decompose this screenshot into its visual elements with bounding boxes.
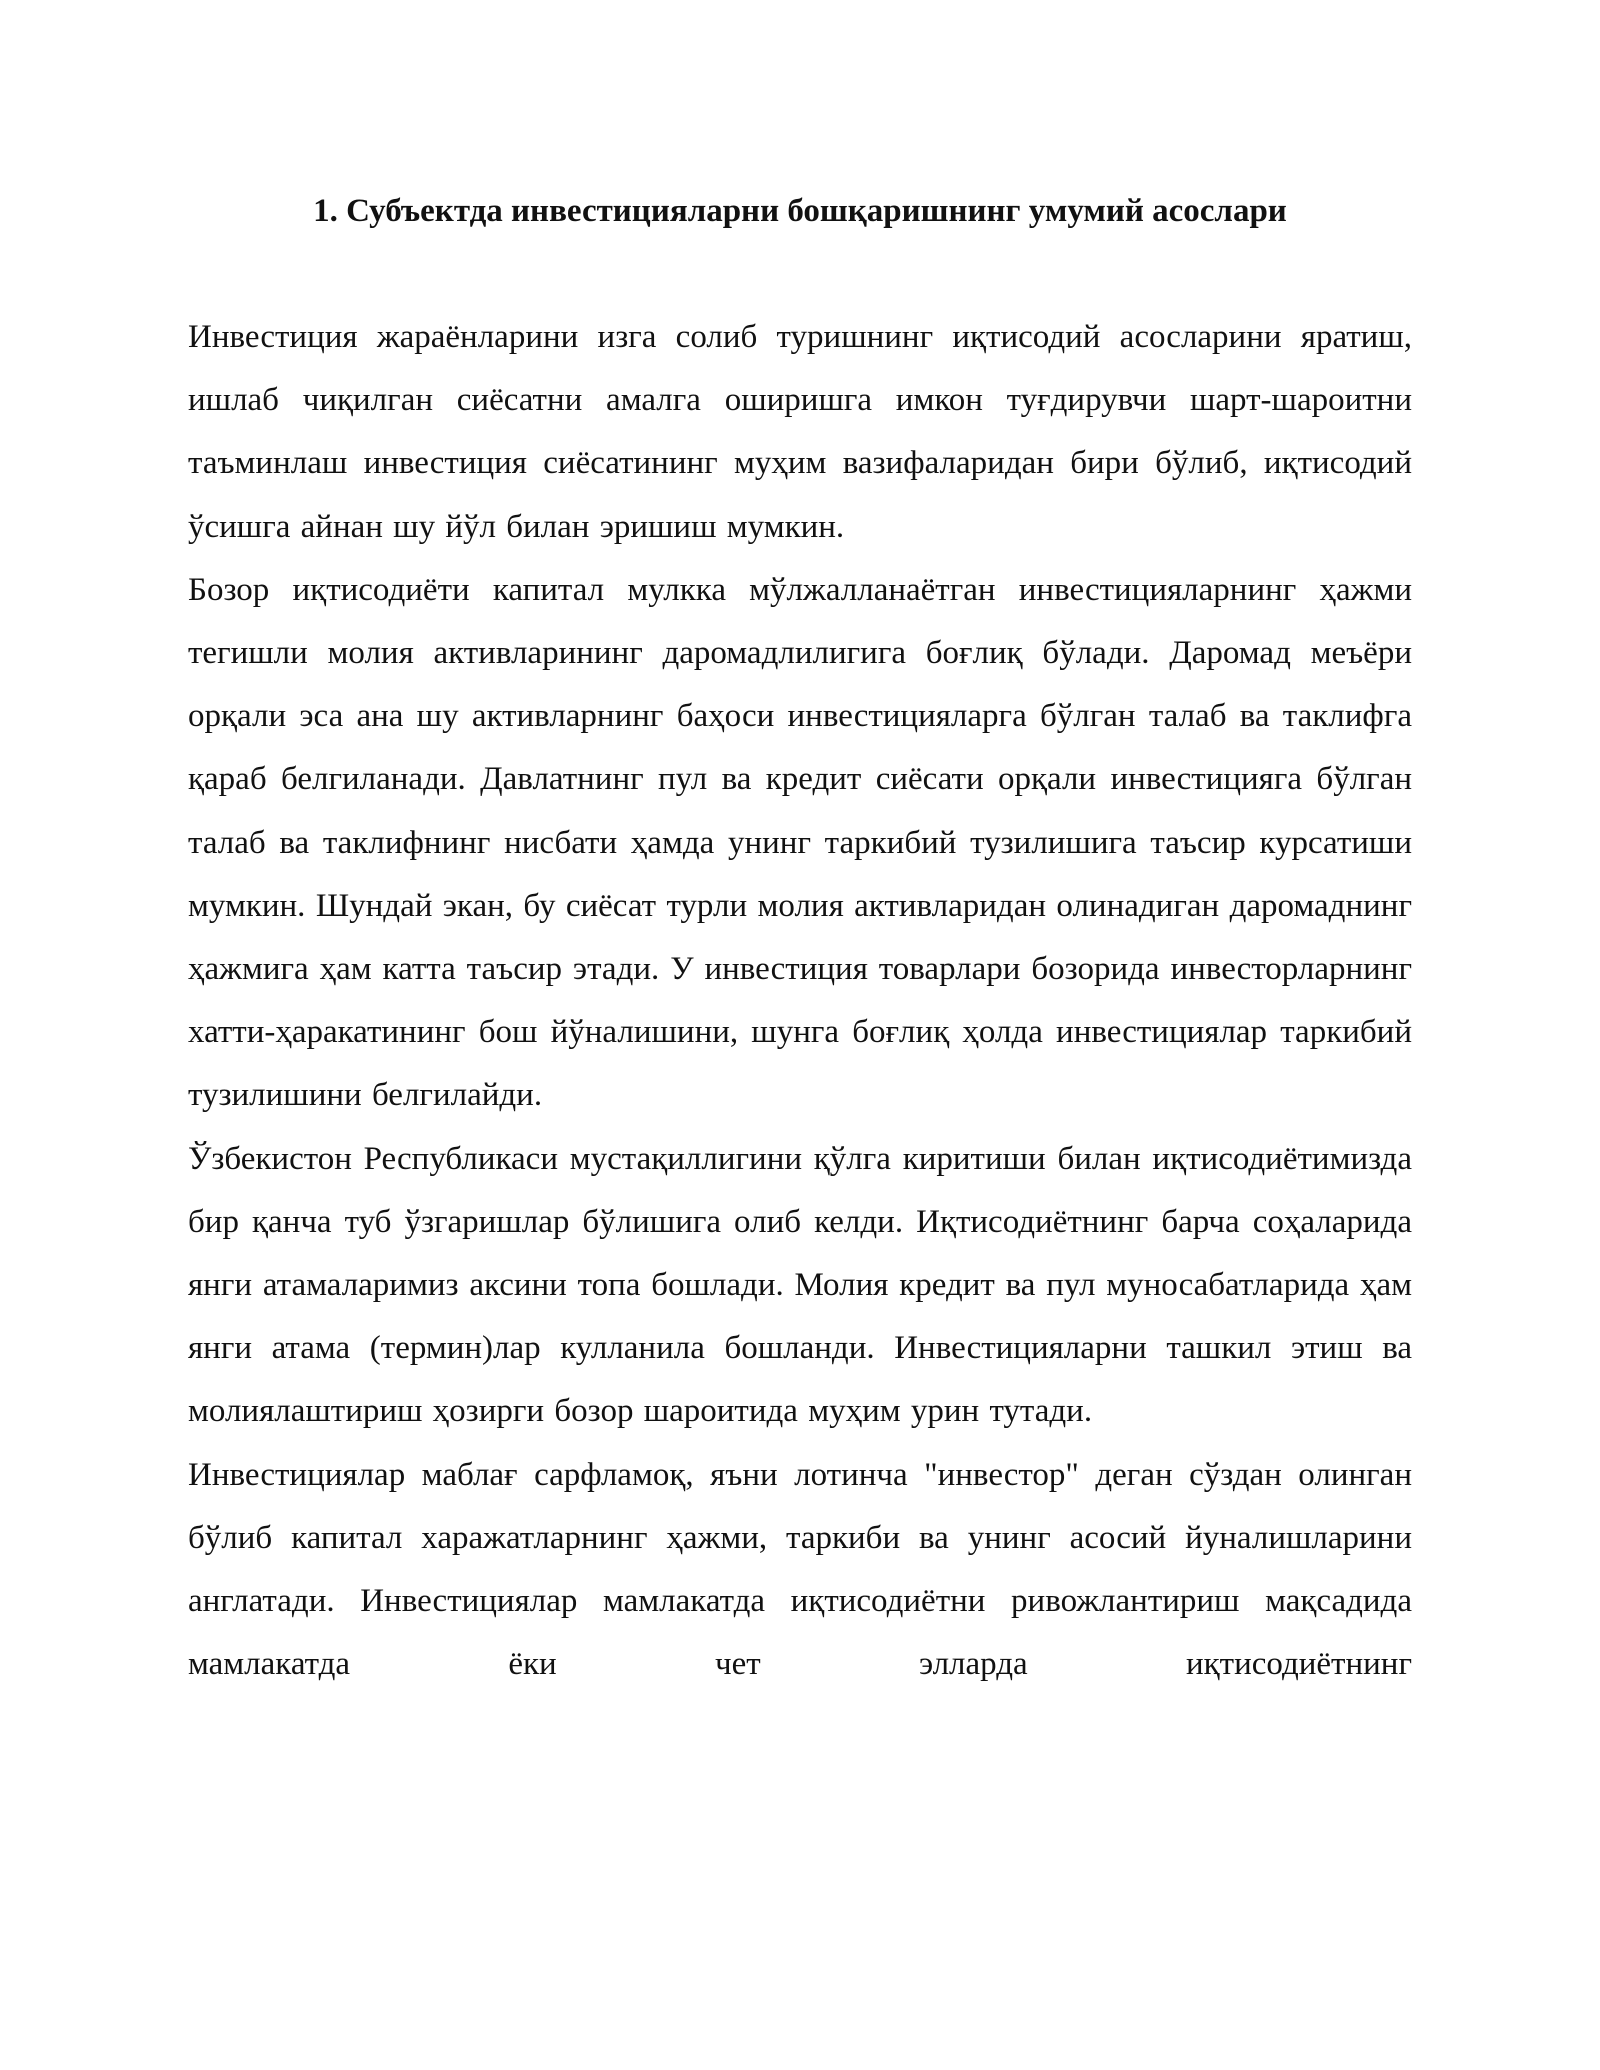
paragraph-market-economy: Бозор иқтисодиёти капитал мулкка мўлжалланаётган инвестицияларнинг ҳажми тегишли молия активларининг даромадлилигига боғлиқ бўлади. Даромад меъёри орқали эса ана шу активларнинг баҳоси инвестицияларга бўлган талаб ва таклифга қараб белгиланади. Давлатнинг пул ва кредит сиёсати орқали инвестицияга бўлган талаб ва таклифнинг нисбати ҳамда унинг таркибий тузилишига таъсир курсатиши мумкин. Шундай экан, бу сиёсат турли молия активларидан олинадиган даромаднинг ҳажмига ҳам катта таъсир этади. У инвестиция товарлари бозорида инвесторларнинг хатти-ҳаракатининг бош йўналишини, шунга боғлиқ ҳолда инвестициялар таркибий тузилишини белгилайди. — [188, 571, 1412, 1114]
document-body — [188, 306, 1412, 1697]
paragraph-investment-definition: Инвестициялар маблағ сарфламоқ, яъни лотинча "инвестор" деган сўздан олинган бўлиб капитал харажатларнинг ҳажми, таркиби ва унинг асосий йуналишларини англатади. Инвестициялар мамлакатда иқтисодиётни ривожлантириш мақсадида мамлакатда ёки чет элларда иқтисодиётнинг — [188, 1456, 1412, 1683]
paragraph-independence: Ўзбекистон Республикаси мустақиллигини қўлга киритиши билан иқтисодиётимизда бир қанча туб ўзгаришлар бўлишига олиб келди. Иқтисодиётнинг барча соҳаларида янги атамаларимиз аксини топа бошлади. Молия кредит ва пул муносабатларида ҳам янги атама (термин)лар кулланила бошланди. Инвестицияларни ташкил этиш ва молиялаштириш ҳозирги бозор шароитида муҳим урин тутади. — [188, 1140, 1412, 1430]
document-title: 1. Субъектда инвестицияларни бошқаришнинг умумий асослари — [313, 193, 1287, 229]
paragraph-investment-policy: Инвестиция жараёнларини изга солиб туришнинг иқтисодий асосларини яратиш, ишлаб чиқилган сиёсатни амалга оширишга имкон туғдирувчи шарт-шароитни таъминлаш инвестиция сиёсатининг муҳим вазифаларидан бири бўлиб, иқтисодий ўсишга айнан шу йўл билан эришиш мумкин. — [188, 319, 1412, 545]
